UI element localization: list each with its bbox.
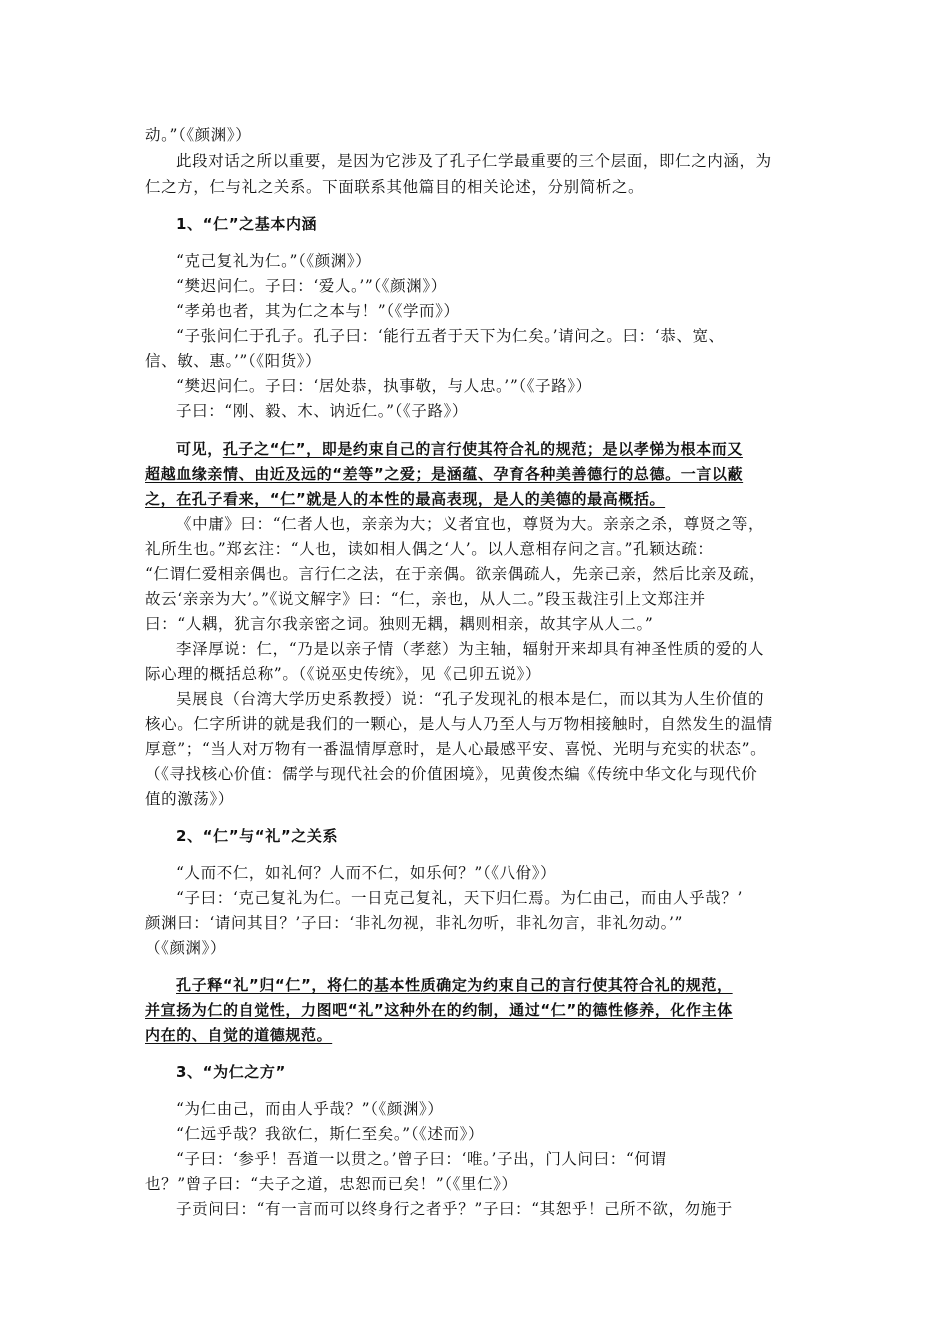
summary-line: 并宣扬为仁的自觉性，力图吧“礼”这种外在的约制，通过“仁”的德性修养，化作主体 bbox=[145, 1001, 733, 1019]
text-line: 动。”（《颜渊》） bbox=[145, 126, 252, 144]
quote-line: “樊迟问仁。子曰：‘爱人。’”（《颜渊》） bbox=[176, 277, 447, 295]
text-line: （《寻找核心价值：儒学与现代社会的价值困境》，见黄俊杰编《传统中华文化与现代价 bbox=[145, 765, 758, 783]
text-line: “仁谓仁爱相亲偶也。言行仁之法，在于亲偶。欲亲偶疏人，先亲己亲，然后比亲及疏， bbox=[145, 565, 766, 583]
quote-line: 信、敏、惠。’”（《阳货》） bbox=[145, 352, 322, 370]
quote-line: “克己复礼为仁。”（《颜渊》） bbox=[176, 252, 372, 270]
summary-line bbox=[176, 437, 743, 461]
text-line: 仁之方，仁与礼之关系。下面联系其他篇目的相关论述，分别简析之。 bbox=[145, 178, 645, 196]
text-line: 礼所生也。”郑玄注：“人也，读如相人偶之‘人’。以人意相存问之言。”孔颖达疏： bbox=[145, 540, 714, 558]
quote-line: “孝弟也者，其为仁之本与！”（《学而》） bbox=[176, 302, 460, 320]
summary-line: 孔子释“礼”归“仁”，将仁的基本性质确定为约束自己的言行使其符合礼的规范， bbox=[176, 976, 733, 994]
quote-line: 也？”曾子曰：“夫子之道，忠恕而已矣！”（《里仁》） bbox=[145, 1175, 518, 1193]
text-line: 曰：“人耦，犹言尔我亲密之词。独则无耦，耦则相亲，故其字从人二。” bbox=[145, 615, 654, 633]
summary-line: 之，在孔子看来，“仁”就是人的本性的最高表现，是人的美德的最高概括。 bbox=[145, 490, 666, 508]
text-line: 李泽厚说：仁，“乃是以亲子情（孝慈）为主轴，辐射开来却具有神圣性质的爱的人 bbox=[176, 640, 765, 658]
text-line: 值的激荡》） bbox=[145, 790, 234, 808]
quote-line: “子曰：‘克己复礼为仁。一日克己复礼，天下归仁焉。为仁由己，而由人乎哉？’ bbox=[176, 889, 743, 907]
section-heading: 2、“仁”与“礼”之关系 bbox=[176, 827, 339, 845]
text-line: 《中庸》曰：“仁者人也，亲亲为大；义者宜也，尊贤为大。亲亲之杀，尊贤之等， bbox=[176, 515, 765, 533]
text-line: 核心。仁字所讲的就是我们的一颗心，是人与人乃至人与万物相接触时，自然发生的温情 bbox=[145, 715, 773, 733]
quote-line: “仁远乎哉？我欲仁，斯仁至矣。”（《述而》） bbox=[176, 1125, 485, 1143]
quote-line: 颜渊曰：‘请问其目？’子曰：‘非礼勿视，非礼勿听，非礼勿言，非礼勿动。’” bbox=[145, 914, 684, 932]
text-line: 际心理的概括总称”。（《说巫史传统》，见《己卯五说》） bbox=[145, 665, 542, 683]
summary-emphasis: 孔子之“仁”，即是约束自己的言行使其符合礼的规范；是以孝悌为根本而又 bbox=[222, 440, 743, 458]
quote-line: “子曰：‘参乎！吾道一以贯之。’曾子曰：‘唯。’子出，门人问曰：“何谓 bbox=[176, 1150, 667, 1168]
section-heading: 3、“为仁之方” bbox=[176, 1063, 286, 1081]
text-line: 吴展良（台湾大学历史系教授）说：“孔子发现礼的根本是仁，而以其为人生价值的 bbox=[176, 690, 765, 708]
summary-line: 超越血缘亲情、由近及远的“差等”之爱；是涵蕴、孕育各种美善德行的总德。一言以蔽 bbox=[145, 465, 744, 483]
summary-lead: 可见， bbox=[176, 440, 223, 458]
section-heading: 1、“仁”之基本内涵 bbox=[176, 215, 318, 233]
quote-line: 子曰：“刚、毅、木、讷近仁。”（《子路》） bbox=[176, 402, 468, 420]
quote-line: “人而不仁，如礼何？人而不仁，如乐何？”（《八佾》） bbox=[176, 864, 557, 882]
quote-line: “为仁由己，而由人乎哉？”（《颜渊》） bbox=[176, 1100, 444, 1118]
text-line: 故云‘亲亲为大’。”《说文解字》曰：“仁，亲也，从人二。”段玉裁注引上文郑注并 bbox=[145, 590, 706, 608]
summary-line: 内在的、自觉的道德规范。 bbox=[145, 1026, 333, 1044]
quote-line: “樊迟问仁。子曰：‘居处恭，执事敬，与人忠。’”（《子路》） bbox=[176, 377, 592, 395]
quote-line: 子贡问曰：“有一言而可以终身行之者乎？”子曰：“其恕乎！己所不欲，勿施于 bbox=[176, 1200, 733, 1218]
quote-line: （《颜渊》） bbox=[145, 939, 227, 957]
text-line: 此段对话之所以重要，是因为它涉及了孔子仁学最重要的三个层面，即仁之内涵，为 bbox=[176, 152, 772, 170]
quote-line: “子张问仁于孔子。孔子曰：‘能行五者于天下为仁矣。’请问之。曰：‘恭、宽、 bbox=[176, 327, 725, 345]
text-line: 厚意”；“当人对万物有一番温情厚意时，是人心最感平安、喜悦、光明与充实的状态”。 bbox=[145, 740, 767, 758]
